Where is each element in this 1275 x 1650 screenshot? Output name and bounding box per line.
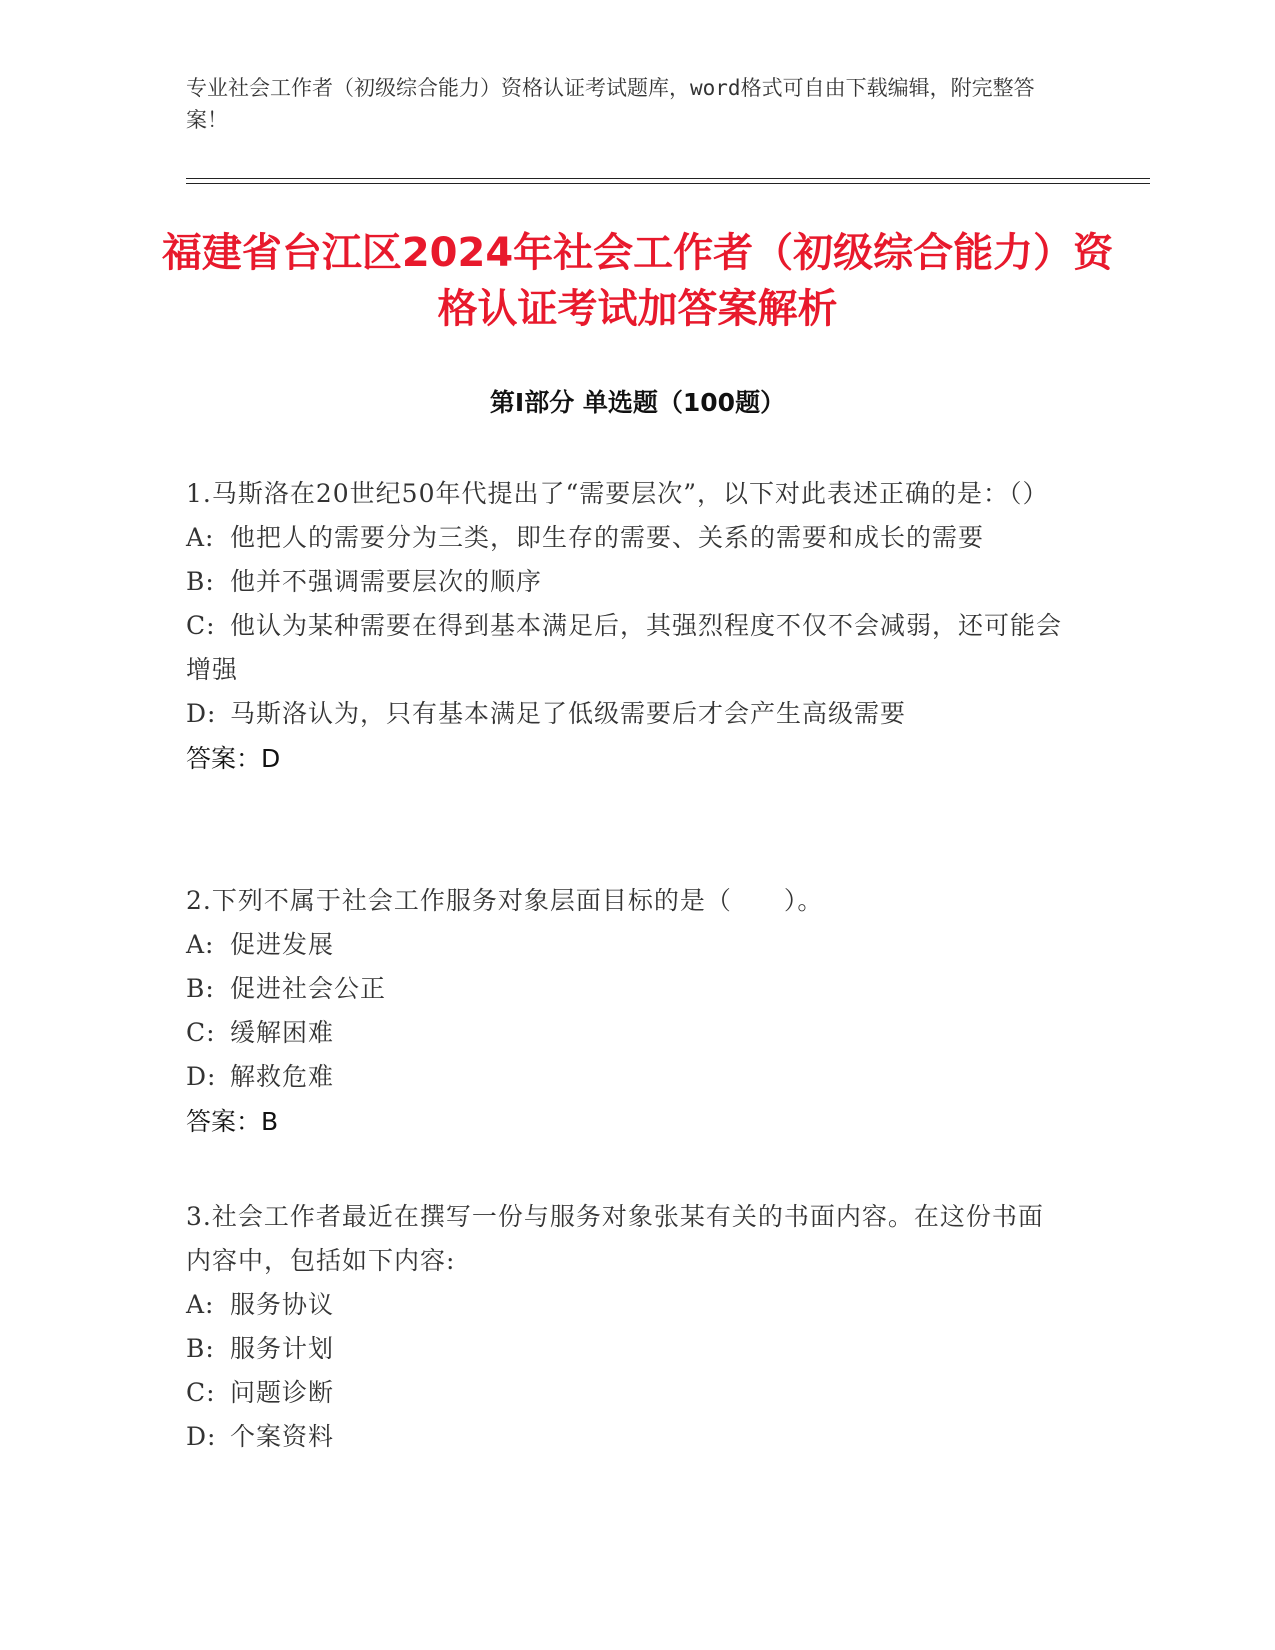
option-letter: B: <box>186 567 215 596</box>
option-d <box>186 1415 1066 1459</box>
question-stem: 2.下列不属于社会工作服务对象层面目标的是（ ）。 <box>186 886 824 915</box>
option-letter: C: <box>186 1018 216 1047</box>
option-letter: D: <box>186 1422 217 1451</box>
section-title: 第Ⅰ部分 单选题（100题） <box>489 388 786 417</box>
option-letter: B: <box>186 974 215 1003</box>
option-letter: A: <box>186 1290 215 1319</box>
option-text: 促进社会公正 <box>230 974 387 1003</box>
option-text: 缓解困难 <box>230 1018 335 1047</box>
option-c <box>186 604 1066 692</box>
option-letter: A: <box>186 930 215 959</box>
option-text: 他并不强调需要层次的顺序 <box>230 567 543 596</box>
option-text: 服务协议 <box>230 1290 335 1319</box>
option-letter: A: <box>186 523 215 552</box>
option-text: 问题诊断 <box>230 1378 335 1407</box>
header-divider-top <box>186 178 1150 179</box>
option-text: 解救危难 <box>230 1062 335 1091</box>
option-b <box>186 560 1066 604</box>
option-b <box>186 1327 1066 1371</box>
option-letter: C: <box>186 1378 216 1407</box>
answer-label: 答案：B <box>186 1107 279 1136</box>
option-text: 马斯洛认为，只有基本满足了低级需要后才会产生高级需要 <box>230 699 907 728</box>
option-b <box>186 967 1066 1011</box>
question-item <box>186 472 1066 782</box>
option-letter: D: <box>186 1062 217 1091</box>
option-c <box>186 1371 1066 1415</box>
question-item <box>186 879 1066 1145</box>
option-a <box>186 1283 1066 1327</box>
option-d <box>186 1055 1066 1099</box>
option-letter: B: <box>186 1334 215 1363</box>
document-title: 福建省台江区2024年社会工作者（初级综合能力）资格认证考试加答案解析 <box>161 230 1114 332</box>
option-text: 服务计划 <box>230 1334 335 1363</box>
option-letter: C: <box>186 611 216 640</box>
option-d <box>186 692 1066 736</box>
option-text: 他把人的需要分为三类，即生存的需要、关系的需要和成长的需要 <box>230 523 985 552</box>
question-item <box>186 1195 1066 1459</box>
option-a <box>186 923 1066 967</box>
option-a <box>186 516 1066 560</box>
question-stem: 3.社会工作者最近在撰写一份与服务对象张某有关的书面内容。在这份书面内容中，包括如下内容: <box>186 1202 1044 1275</box>
header-divider-bottom <box>186 183 1150 184</box>
option-text: 他认为某种需要在得到基本满足后，其强烈程度不仅不会减弱，还可能会增强 <box>186 611 1063 684</box>
header-note: 专业社会工作者（初级综合能力）资格认证考试题库，word格式可自由下载编辑，附完整答案！ <box>186 76 1035 132</box>
option-c <box>186 1011 1066 1055</box>
option-letter: D: <box>186 699 217 728</box>
question-stem: 1.马斯洛在20世纪50年代提出了“需要层次”，以下对此表述正确的是：（） <box>186 479 1049 508</box>
option-text: 个案资料 <box>230 1422 335 1451</box>
answer-label: 答案：D <box>186 744 281 773</box>
option-text: 促进发展 <box>230 930 335 959</box>
